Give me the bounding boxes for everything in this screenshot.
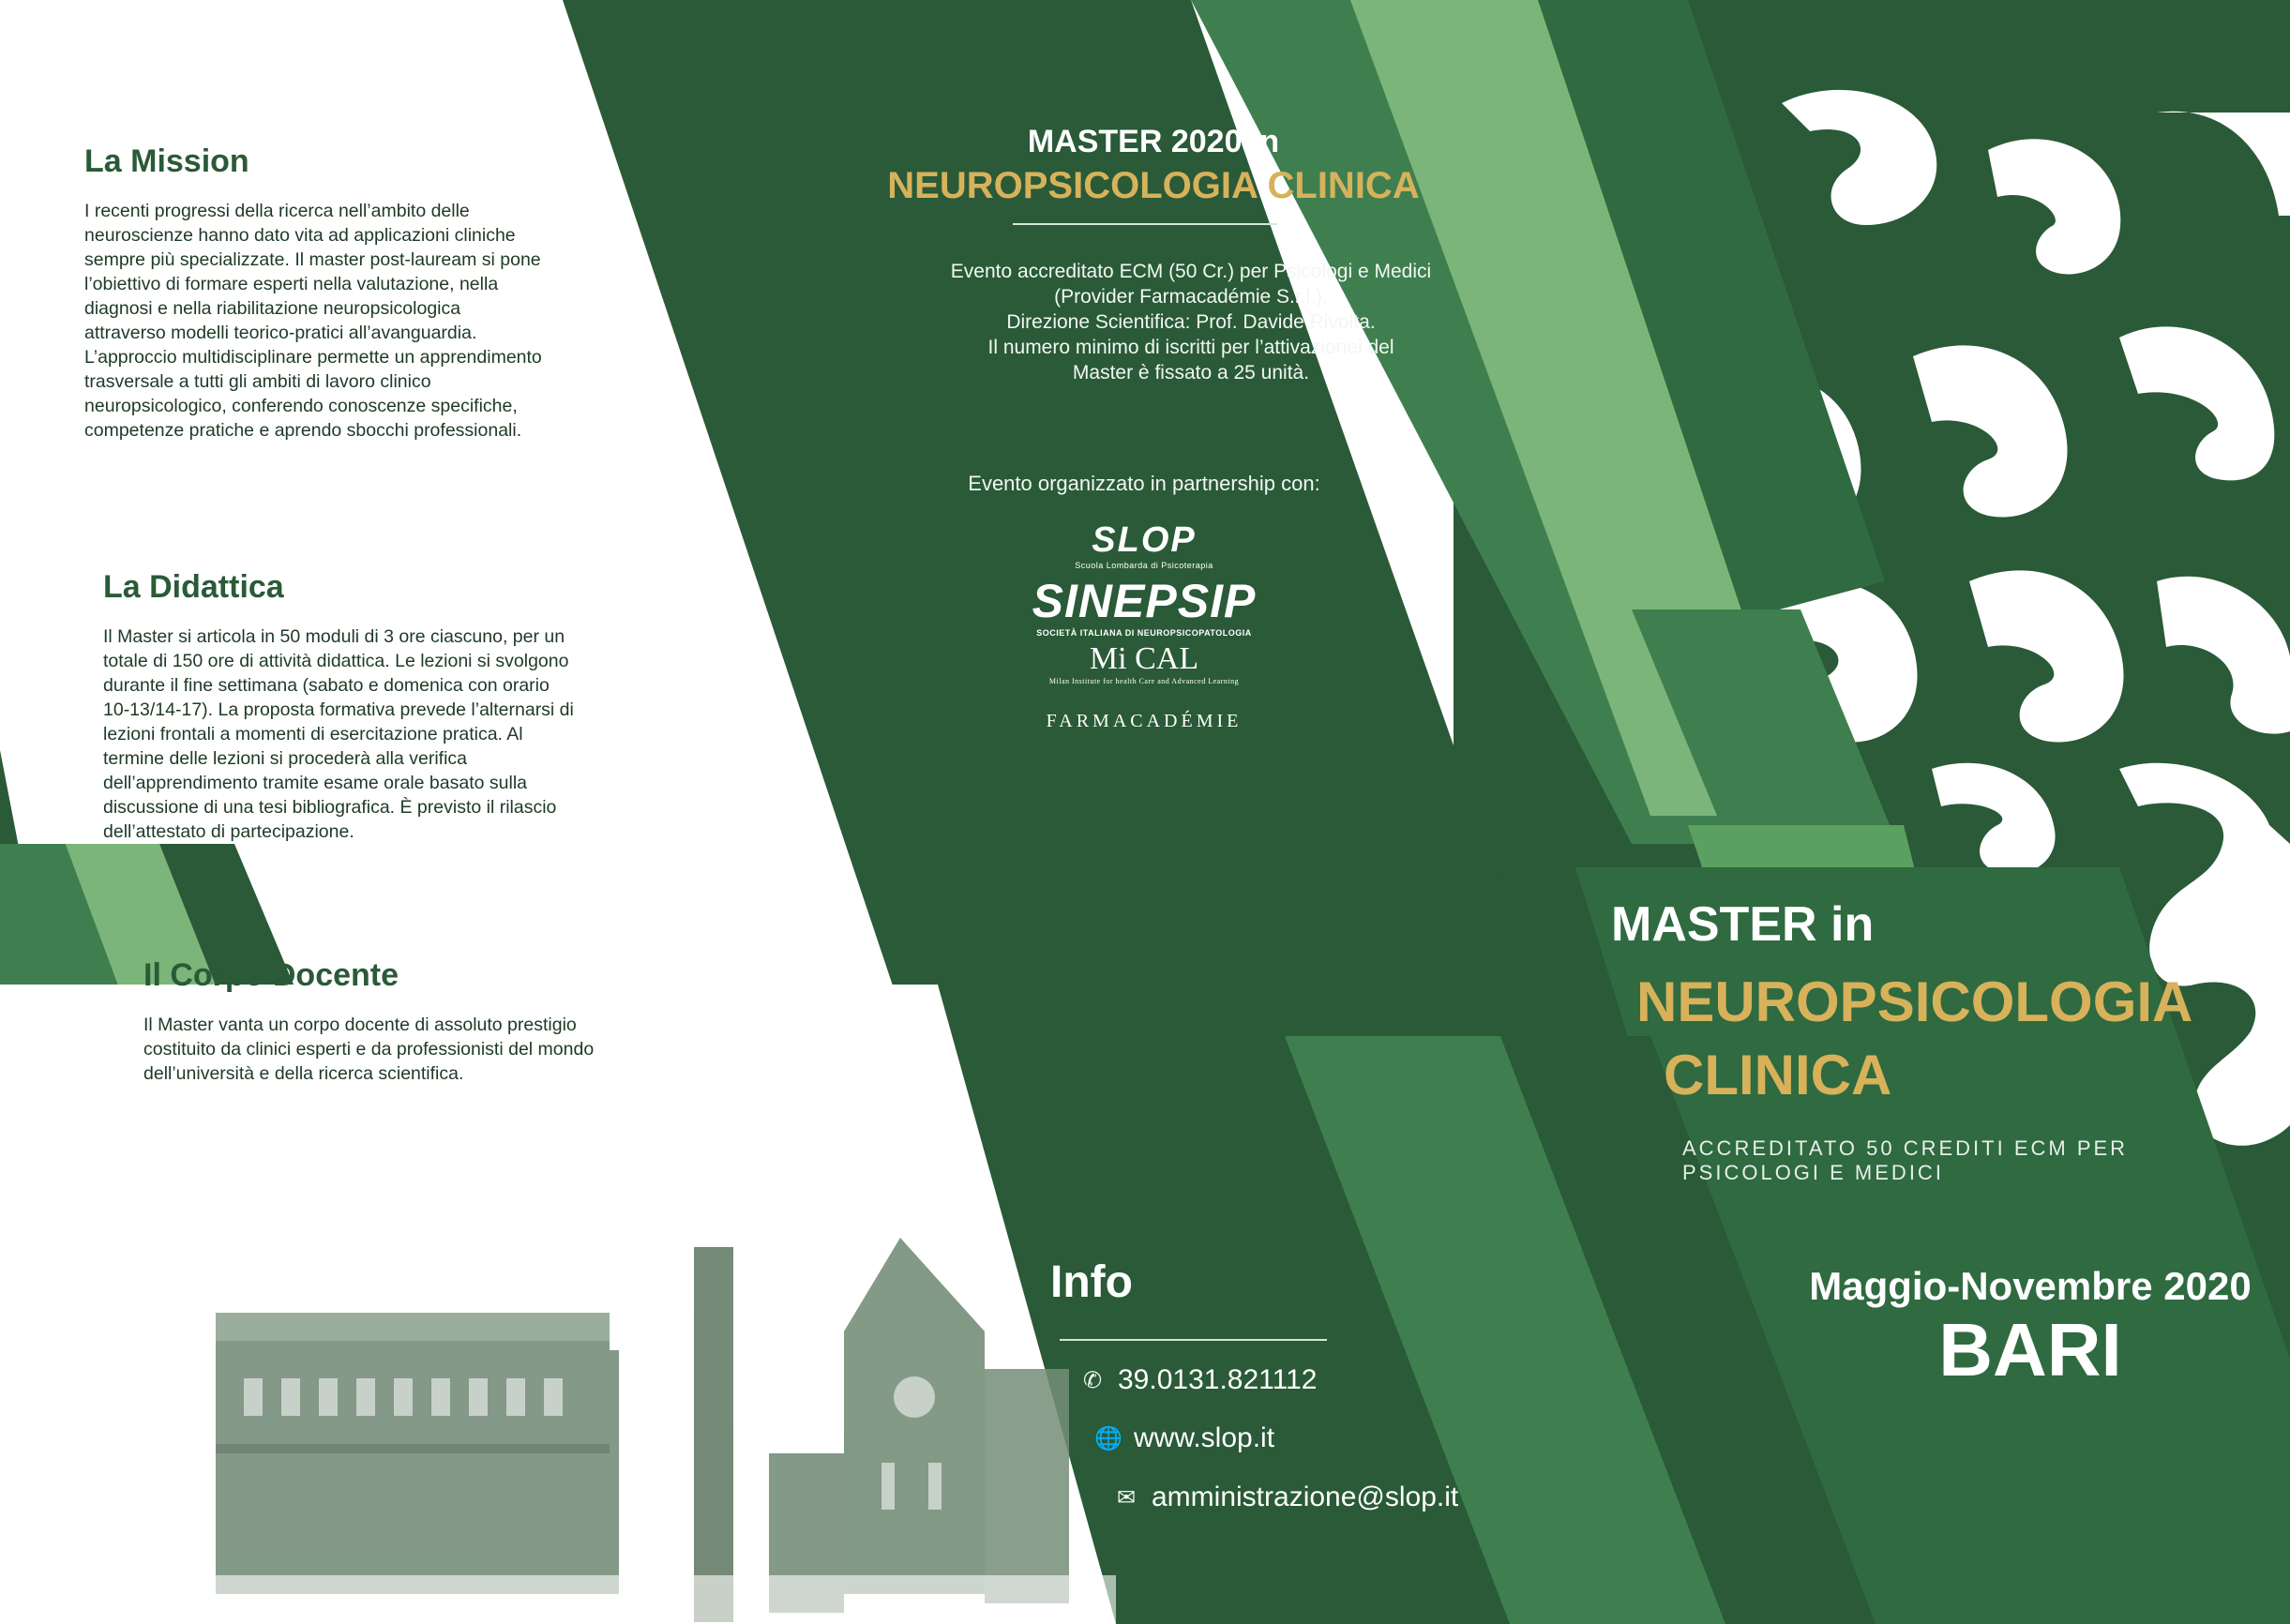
- cover-title-line3: CLINICA: [1664, 1044, 1892, 1106]
- envelope-icon: ✉: [1116, 1484, 1137, 1511]
- slop-logo-text: SLOP: [1092, 520, 1197, 560]
- center-title-line2: NEUROPSICOLOGIA CLINICA: [887, 165, 1420, 206]
- mical-logo-subtitle: Milan Institute for health Care and Advanced Learning: [1048, 677, 1240, 685]
- website-link[interactable]: [1094, 1422, 1274, 1454]
- mission-heading: La Mission: [84, 143, 249, 179]
- website-text: www.slop.it: [1134, 1422, 1275, 1453]
- slop-logo-subtitle: Scuola Lombarda di Psicoterapia: [1075, 561, 1213, 570]
- email-text: amministrazione@slop.it: [1152, 1481, 1459, 1512]
- sinepsip-logo-text: SINEPSIP: [1032, 575, 1257, 627]
- center-title-line1: MASTER 2020 in: [1027, 124, 1280, 159]
- sinepsip-logo: [985, 574, 1303, 638]
- cover-dates: Maggio-Novembre 2020: [1809, 1264, 2252, 1308]
- info-divider: [1060, 1339, 1327, 1341]
- mical-logo-text: Mi CAL: [1089, 641, 1199, 676]
- didattica-text: Il Master si articola in 50 moduli di 3 ore ciascuno, per un totale di 150 ore di attività didattica. Le lezioni si svolgono durante il fine settimana (sabato e domenica con orario 10-13/14-17). La proposta formativa prevede l’alternarsi di lezioni frontali a momenti di esercitazione pratica. Al termine delle lezioni si procederà alla verifica dell’apprendimento tramite esame orale basato sulla discussione di una tesi bibliografica. È previsto il rilascio dell’attestato di partecipazione.: [103, 626, 574, 842]
- center-divider: [1013, 223, 1277, 225]
- docenti-heading: Il Corpo Docente: [143, 957, 399, 993]
- mission-text: I recenti progressi della ricerca nell’ambito delle neuroscienze hanno dato vita ad applicazioni cliniche sempre più specializzate. Il master post-lauream si pone l’obiettivo di formare esperti nella valutazione, nella diagnosi e nella riabilitazione neuropsicologica attraverso modelli teorico-pratici all’avanguardia. L’approccio multidisciplinare permette un apprendimento trasversale a tutti gli ambiti di lavoro clinico neuropsicologico, conferendo conoscenze specifiche, competenze pratiche e aprendo sbocchi professionali.: [84, 201, 542, 441]
- farmacademie-logo: FARMACADÉMIE: [1046, 711, 1243, 731]
- info-heading: Info: [1050, 1257, 1133, 1307]
- email-link[interactable]: [1112, 1481, 1458, 1513]
- cover-title-line2: NEUROPSICOLOGIA: [1636, 970, 2193, 1033]
- globe-icon: 🌐: [1094, 1425, 1122, 1451]
- slop-logo: [985, 520, 1303, 570]
- phone-number: 39.0131.821112: [1118, 1364, 1318, 1395]
- docenti-text: Il Master vanta un corpo docente di assoluto prestigio costituito da clinici esperti e da professionisti del mondo dell’università e della ricerca scientifica.: [143, 1015, 595, 1084]
- sinepsip-logo-subtitle: SOCIETÀ ITALIANA DI NEUROPSICOPATOLOGIA: [1036, 628, 1252, 638]
- partnership-label: Evento organizzato in partnership con:: [968, 472, 1320, 495]
- photo-fade: [0, 1575, 1116, 1624]
- didattica-heading: La Didattica: [103, 569, 284, 605]
- phone-contact[interactable]: [1078, 1364, 1317, 1396]
- mical-logo: [985, 641, 1303, 685]
- event-details: Evento accreditato ECM (50 Cr.) per Psicologi e Medici (Provider Farmacadémie S.r.l.). Direzione Scientifica: Prof. Davide Rivolta. Il numero minimo di iscritti per l’attivazionei del Master è fissato a 25 unità.: [950, 261, 1432, 383]
- cover-city: BARI: [1938, 1308, 2122, 1391]
- cover-title-line1: MASTER in: [1611, 897, 1875, 952]
- phone-icon: ✆: [1082, 1367, 1103, 1393]
- cover-subtitle: ACCREDITATO 50 CREDITI ECM PER PSICOLOGI E MEDICI: [1682, 1136, 2129, 1184]
